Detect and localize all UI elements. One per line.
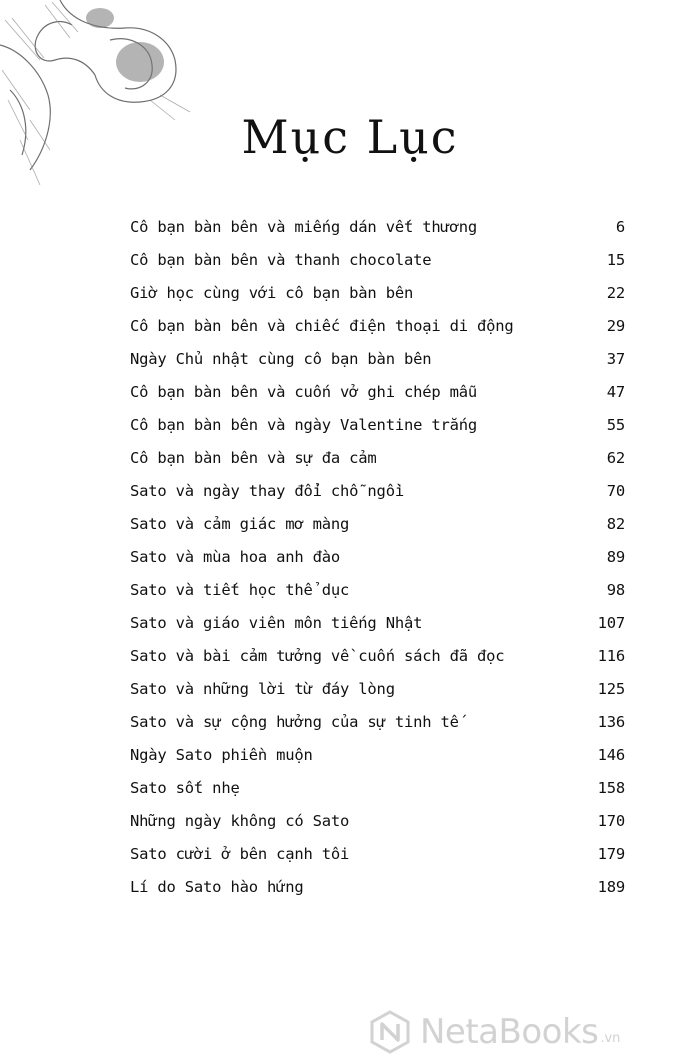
toc-entry-title: Sato và ngày thay đổi chỗ ngồi	[130, 482, 404, 500]
toc-entry-title: Cô bạn bàn bên và cuốn vở ghi chép mẫu	[130, 383, 478, 401]
toc-entry[interactable]	[130, 673, 625, 706]
toc-entry[interactable]	[130, 277, 625, 310]
toc-entry[interactable]	[130, 475, 625, 508]
toc-entry[interactable]	[130, 838, 625, 871]
toc-entry[interactable]	[130, 541, 625, 574]
watermark-suffix: .vn	[600, 1031, 621, 1046]
toc-entry[interactable]	[130, 409, 625, 442]
toc-entry-page: 29	[606, 317, 625, 335]
toc-entry-page: 6	[615, 218, 625, 236]
toc-entry[interactable]	[130, 442, 625, 475]
toc-entry-title: Sato và bài cảm tưởng về cuốn sách đã đọc	[130, 647, 505, 665]
watermark	[368, 1008, 693, 1056]
toc-entry[interactable]	[130, 607, 625, 640]
toc-entry-page: 22	[606, 284, 625, 302]
toc-entry-page: 15	[606, 251, 625, 269]
toc-entry-title: Sato và giáo viên môn tiếng Nhật	[130, 614, 423, 632]
toc-entry[interactable]	[130, 739, 625, 772]
toc-entry[interactable]	[130, 508, 625, 541]
toc-entry-title: Sato và sự cộng hưởng của sự tinh tế	[130, 713, 459, 731]
hand-sketch-illustration	[0, 0, 210, 200]
toc-entry-page: 189	[597, 878, 625, 896]
toc-entry-page: 158	[597, 779, 625, 797]
toc-entry-page: 70	[606, 482, 625, 500]
toc-entry[interactable]	[130, 706, 625, 739]
netabooks-logo-icon	[368, 1010, 412, 1054]
watermark-brand: NetaBooks	[420, 1012, 599, 1052]
toc-entry-title: Cô bạn bàn bên và miếng dán vết thương	[130, 218, 478, 236]
toc-entry-page: 107	[597, 614, 625, 632]
toc-entry-title: Sato sốt nhẹ	[130, 779, 240, 797]
toc-entry-page: 55	[606, 416, 625, 434]
toc-entry-title: Sato và những lời từ đáy lòng	[130, 680, 395, 698]
toc-entry-title: Sato và tiết học thể dục	[130, 581, 350, 599]
toc-entry-page: 179	[597, 845, 625, 863]
toc-entry-page: 116	[597, 647, 625, 665]
toc-entry[interactable]	[130, 871, 625, 904]
toc-entry-title: Sato cười ở bên cạnh tôi	[130, 845, 350, 863]
toc-entry-title: Ngày Chủ nhật cùng cô bạn bàn bên	[130, 350, 432, 368]
toc-entry[interactable]	[130, 310, 625, 343]
toc-entry-page: 146	[597, 746, 625, 764]
toc-entry[interactable]	[130, 244, 625, 277]
toc-entry[interactable]	[130, 772, 625, 805]
toc-entry[interactable]	[130, 376, 625, 409]
toc-entry-page: 47	[606, 383, 625, 401]
toc-entry[interactable]	[130, 640, 625, 673]
table-of-contents	[130, 211, 625, 904]
toc-entry-page: 89	[606, 548, 625, 566]
toc-entry[interactable]	[130, 574, 625, 607]
toc-entry[interactable]	[130, 343, 625, 376]
toc-entry-title: Ngày Sato phiền muộn	[130, 746, 313, 764]
toc-entry[interactable]	[130, 805, 625, 838]
toc-entry-title: Cô bạn bàn bên và thanh chocolate	[130, 251, 432, 269]
toc-entry-title: Cô bạn bàn bên và sự đa cảm	[130, 449, 377, 467]
toc-entry-title: Cô bạn bàn bên và ngày Valentine trắng	[130, 416, 478, 434]
toc-entry-page: 170	[597, 812, 625, 830]
toc-entry-title: Những ngày không có Sato	[130, 812, 350, 830]
toc-entry-title: Giờ học cùng với cô bạn bàn bên	[130, 284, 414, 302]
toc-entry[interactable]	[130, 211, 625, 244]
toc-entry-page: 136	[597, 713, 625, 731]
toc-entry-page: 37	[606, 350, 625, 368]
toc-entry-title: Sato và cảm giác mơ màng	[130, 515, 350, 533]
toc-entry-page: 62	[606, 449, 625, 467]
toc-entry-title: Lí do Sato hào hứng	[130, 878, 304, 896]
toc-entry-page: 98	[606, 581, 625, 599]
page-title: Mục Lục	[241, 110, 459, 164]
toc-entry-page: 82	[606, 515, 625, 533]
toc-entry-title: Sato và mùa hoa anh đào	[130, 548, 341, 566]
toc-entry-title: Cô bạn bàn bên và chiếc điện thoại di động	[130, 317, 514, 335]
toc-entry-page: 125	[597, 680, 625, 698]
